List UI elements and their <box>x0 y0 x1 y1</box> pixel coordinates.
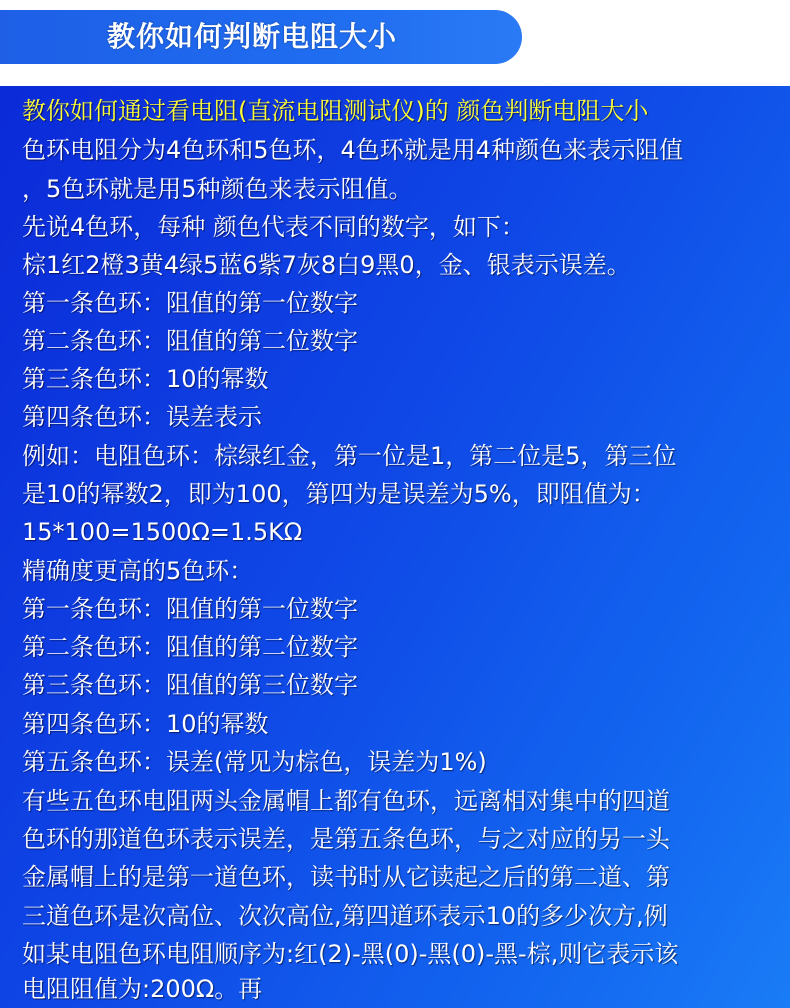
text-line: 例如：电阻色环：棕绿红金，第一位是1，第二位是5，第三位 <box>22 442 677 470</box>
text-line: 第一条色环：阻值的第一位数字 <box>22 289 358 317</box>
text-line: 有些五色环电阻两头金属帽上都有色环，远离相对集中的四道 <box>22 787 670 815</box>
page-title: 教你如何判断电阻大小 <box>107 20 398 53</box>
text-line: 第三条色环：阻值的第三位数字 <box>22 671 358 699</box>
text-line: 如某电阻色环电阻顺序为:红(2)-黑(0)-黑(0)-黑-棕,则它表示该 <box>22 940 679 968</box>
intro-line: 教你如何通过看电阻(直流电阻测试仪)的 颜色判断电阻大小 <box>22 97 649 125</box>
text-line: 15*100=1500Ω=1.5KΩ <box>22 518 303 546</box>
text-line: 精确度更高的5色环： <box>22 557 254 585</box>
text-line: 第五条色环：误差(常见为棕色，误差为1%) <box>22 748 487 776</box>
text-line: 电阻阻值为:200Ω。再 <box>22 975 263 1003</box>
text-line: 第一条色环：阻值的第一位数字 <box>22 595 358 623</box>
text-line: 色环的那道色环表示误差，是第五条色环，与之对应的另一头 <box>22 825 670 853</box>
text-line: 第四条色环：10的幂数 <box>22 710 269 738</box>
text-line: 先说4色环，每种 颜色代表不同的数字，如下： <box>22 213 525 241</box>
text-line: 是10的幂数2，即为100，第四为是误差为5%，即阻值为： <box>22 480 656 508</box>
content-panel <box>0 86 790 1008</box>
text-line: 第三条色环：10的幂数 <box>22 365 269 393</box>
text-line: ，5色环就是用5种颜色来表示阻值。 <box>22 175 413 203</box>
text-line: 色环电阻分为4色环和5色环，4色环就是用4种颜色来表示阻值 <box>22 136 684 164</box>
text-line: 棕1红2橙3黄4绿5蓝6紫7灰8白9黑0，金、银表示误差。 <box>22 251 631 279</box>
text-line: 第二条色环：阻值的第二位数字 <box>22 633 358 661</box>
text-line: 第二条色环：阻值的第二位数字 <box>22 327 358 355</box>
text-line: 三道色环是次高位、次次高位,第四道环表示10的多少次方,例 <box>22 902 668 930</box>
text-line: 第四条色环：误差表示 <box>22 403 262 431</box>
text-line: 金属帽上的是第一道色环，读书时从它读起之后的第二道、第 <box>22 863 670 891</box>
